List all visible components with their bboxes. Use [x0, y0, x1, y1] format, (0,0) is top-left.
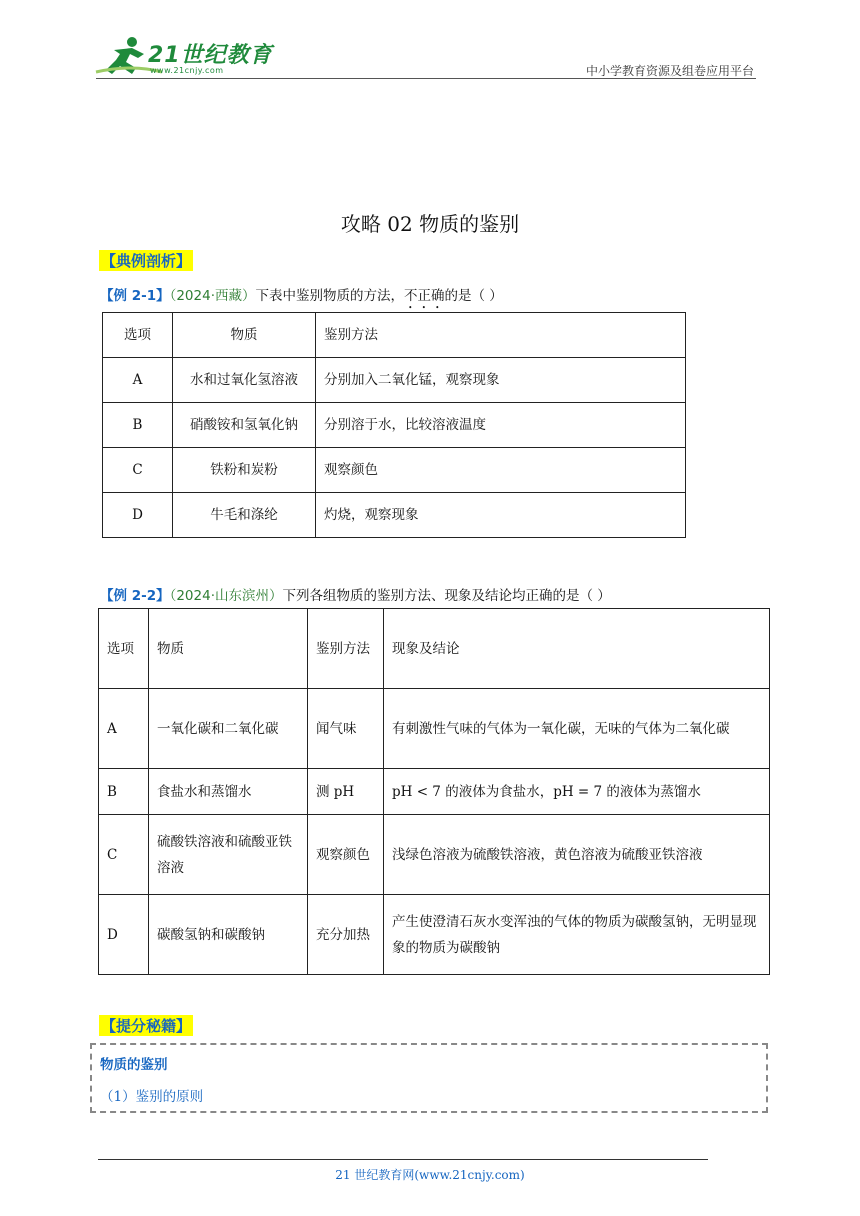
tips-box-item: （1）鉴别的原则: [100, 1089, 204, 1105]
table-row: [99, 895, 770, 975]
tips-box-title: 物质的鉴别: [100, 1057, 168, 1073]
question-2-1: [100, 284, 503, 312]
question-2-2: [100, 584, 611, 604]
page-title: 攻略 02 物质的鉴别: [340, 212, 520, 236]
table-cell: C: [99, 815, 149, 895]
question-text: 下列各组物质的鉴别方法、现象及结论均正确的是（ ）: [282, 588, 611, 604]
table-row: [103, 403, 686, 448]
table-header-cell: 选项: [103, 313, 173, 358]
table-row: [103, 493, 686, 538]
table-cell: D: [99, 895, 149, 975]
logo-text: 21世纪教育: [148, 43, 273, 68]
table-cell: 硝酸铵和氢氧化钠: [173, 403, 316, 448]
table-header-cell: 鉴别方法: [308, 609, 384, 689]
table-row: [99, 815, 770, 895]
table-cell: 灼烧，观察现象: [316, 493, 686, 538]
table-header-cell: 选项: [99, 609, 149, 689]
section-heading-examples: 【典例剖析】: [101, 252, 192, 270]
table-row: [103, 448, 686, 493]
question-source: （2024·西藏）: [169, 288, 256, 304]
table-cell: 分别溶于水，比较溶液温度: [316, 403, 686, 448]
question-text-after: 的是（ ）: [444, 288, 503, 304]
table-row: [103, 358, 686, 403]
table-header-cell: 现象及结论: [384, 609, 770, 689]
table-cell: 牛毛和涤纶: [173, 493, 316, 538]
logo-url: www.21cnjy.com: [150, 66, 224, 75]
question-emphasis: 不正确: [404, 288, 445, 304]
table-cell: 观察颜色: [316, 448, 686, 493]
table-cell: B: [103, 403, 173, 448]
footer-text: 21 世纪教育网(www.21cnjy.com): [335, 1168, 525, 1182]
header-platform-text: 中小学教育资源及组卷应用平台: [585, 64, 754, 78]
table-cell: 铁粉和炭粉: [173, 448, 316, 493]
table-cell: 产生使澄清石灰水变浑浊的气体的物质为碳酸氢钠，无明显现象的物质为碳酸钠: [384, 895, 770, 975]
table-cell: 水和过氧化氢溶液: [173, 358, 316, 403]
table-example-2-2: [98, 608, 770, 975]
table-cell: 有刺激性气味的气体为一氧化碳，无味的气体为二氧化碳: [384, 689, 770, 769]
table-cell: 测 pH: [308, 769, 384, 815]
table-cell: pH < 7 的液体为食盐水，pH = 7 的液体为蒸馏水: [384, 769, 770, 815]
table-row: [99, 689, 770, 769]
table-cell: 闻气味: [308, 689, 384, 769]
table-cell: 分别加入二氧化锰，观察现象: [316, 358, 686, 403]
table-cell: 食盐水和蒸馏水: [149, 769, 308, 815]
table-cell: C: [103, 448, 173, 493]
table-example-2-1: [102, 312, 686, 538]
table-header-row: [103, 313, 686, 358]
table-header-cell: 物质: [149, 609, 308, 689]
section-heading-tips: 【提分秘籍】: [101, 1017, 192, 1035]
table-cell: 观察颜色: [308, 815, 384, 895]
table-row: [99, 769, 770, 815]
question-text-before: 下表中鉴别物质的方法，: [255, 288, 404, 304]
table-cell: B: [99, 769, 149, 815]
table-cell: 碳酸氢钠和碳酸钠: [149, 895, 308, 975]
table-cell: 一氧化碳和二氧化碳: [149, 689, 308, 769]
table-cell: 充分加热: [308, 895, 384, 975]
header-divider: [96, 78, 756, 79]
table-cell: A: [103, 358, 173, 403]
table-cell: 硫酸铁溶液和硫酸亚铁溶液: [149, 815, 308, 895]
question-tag: 【例 2-1】: [100, 288, 170, 304]
table-header-cell: 鉴别方法: [316, 313, 686, 358]
question-tag: 【例 2-2】: [100, 588, 170, 604]
footer-divider: [98, 1159, 708, 1160]
table-cell: D: [103, 493, 173, 538]
table-header-row: [99, 609, 770, 689]
question-source: （2024·山东滨州）: [169, 588, 283, 604]
table-header-cell: 物质: [173, 313, 316, 358]
table-cell: 浅绿色溶液为硫酸铁溶液，黄色溶液为硫酸亚铁溶液: [384, 815, 770, 895]
table-cell: A: [99, 689, 149, 769]
